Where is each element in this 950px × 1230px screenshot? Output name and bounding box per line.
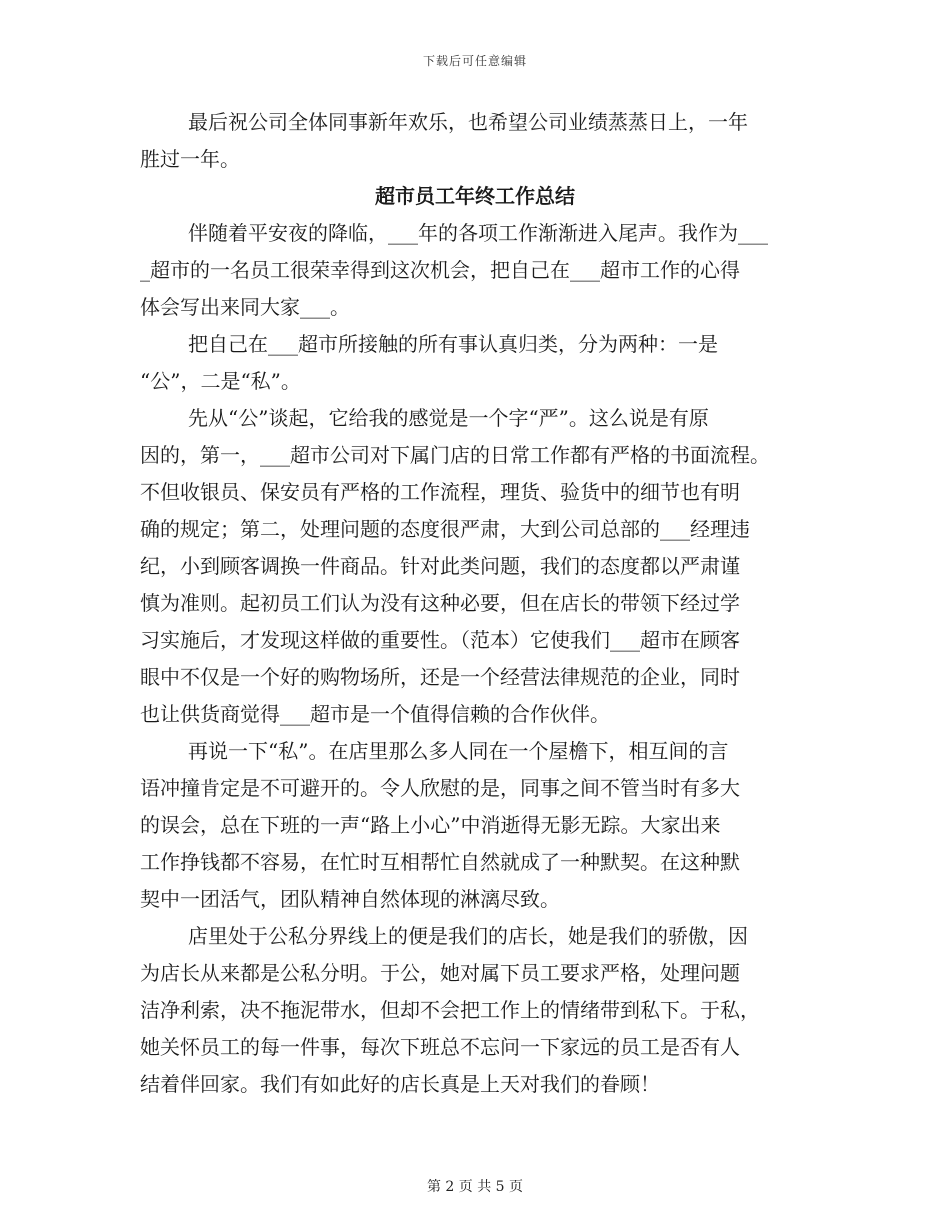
text-line: 结着伴回家。我们有如此好的店长真是上天对我们的眷顾！	[140, 1072, 660, 1096]
page-footer: 第 2 页 共 5 页	[426, 1179, 524, 1195]
text-line: 把自己在___超市所接触的所有事认真归类，分为两种：一是	[188, 332, 718, 356]
text-line: 再说一下“私”。在店里那么多人同在一个屋檐下，相互间的言	[188, 739, 729, 763]
text-line: 眼中不仅是一个好的购物场所，还是一个经营法律规范的企业，同时	[140, 665, 740, 689]
text-line: 体会写出来同大家___。	[140, 295, 350, 319]
text-line: 洁净利索，决不拖泥带水，但却不会把工作上的情绪带到私下。于私，	[140, 998, 760, 1022]
document-body	[140, 104, 810, 1103]
text-line: 为店长从来都是公私分明。于公，她对属下员工要求严格，处理问题	[140, 961, 740, 985]
text-line: 先从“公”谈起，它给我的感觉是一个字“严”。这么说是有原	[188, 406, 709, 430]
text-line: 的误会，总在下班的一声“路上小心”中消逝得无影无踪。大家出来	[140, 813, 721, 837]
text-line: _超市的一名员工很荣幸得到这次机会，把自己在___超市工作的心得	[140, 258, 740, 282]
text-line: 语冲撞肯定是不可避开的。令人欣慰的是，同事之间不管当时有多大	[140, 776, 740, 800]
text-line: 伴随着平安夜的降临，___年的各项工作渐渐进入尾声。我作为___	[188, 221, 768, 245]
text-line: 习实施后，才发现这样做的重要性。（范本）它使我们___超市在顾客	[140, 628, 740, 652]
text-line: 最后祝公司全体同事新年欢乐，也希望公司业绩蒸蒸日上，一年	[188, 110, 748, 134]
text-line: 店里处于公私分界线上的便是我们的店长，她是我们的骄傲，因	[188, 924, 748, 948]
text-line: “公”，二是“私”。	[140, 369, 301, 393]
section-title: 超市员工年终工作总结	[375, 184, 575, 208]
text-line: 工作挣钱都不容易，在忙时互相帮忙自然就成了一种默契。在这种默	[140, 850, 740, 874]
text-line: 不但收银员、保安员有严格的工作流程，理货、验货中的细节也有明	[140, 480, 740, 504]
text-line: 纪，小到顾客调换一件商品。针对此类问题，我们的态度都以严肃谨	[140, 554, 740, 578]
text-line: 慎为准则。起初员工们认为没有这种必要，但在店长的带领下经过学	[140, 591, 740, 615]
text-line: 胜过一年。	[140, 147, 240, 171]
page-header: 下载后可任意编辑	[422, 54, 527, 68]
text-line: 她关怀员工的每一件事，每次下班总不忘问一下家远的员工是否有人	[140, 1035, 740, 1059]
text-line: 也让供货商觉得___超市是一个值得信赖的合作伙伴。	[140, 702, 610, 726]
text-line: 契中一团活气，团队精神自然体现的淋漓尽致。	[140, 887, 560, 911]
text-line: 因的，第一，___超市公司对下属门店的日常工作都有严格的书面流程。	[140, 443, 770, 467]
text-line: 确的规定；第二，处理问题的态度很严肃，大到公司总部的___经理违	[140, 517, 750, 541]
